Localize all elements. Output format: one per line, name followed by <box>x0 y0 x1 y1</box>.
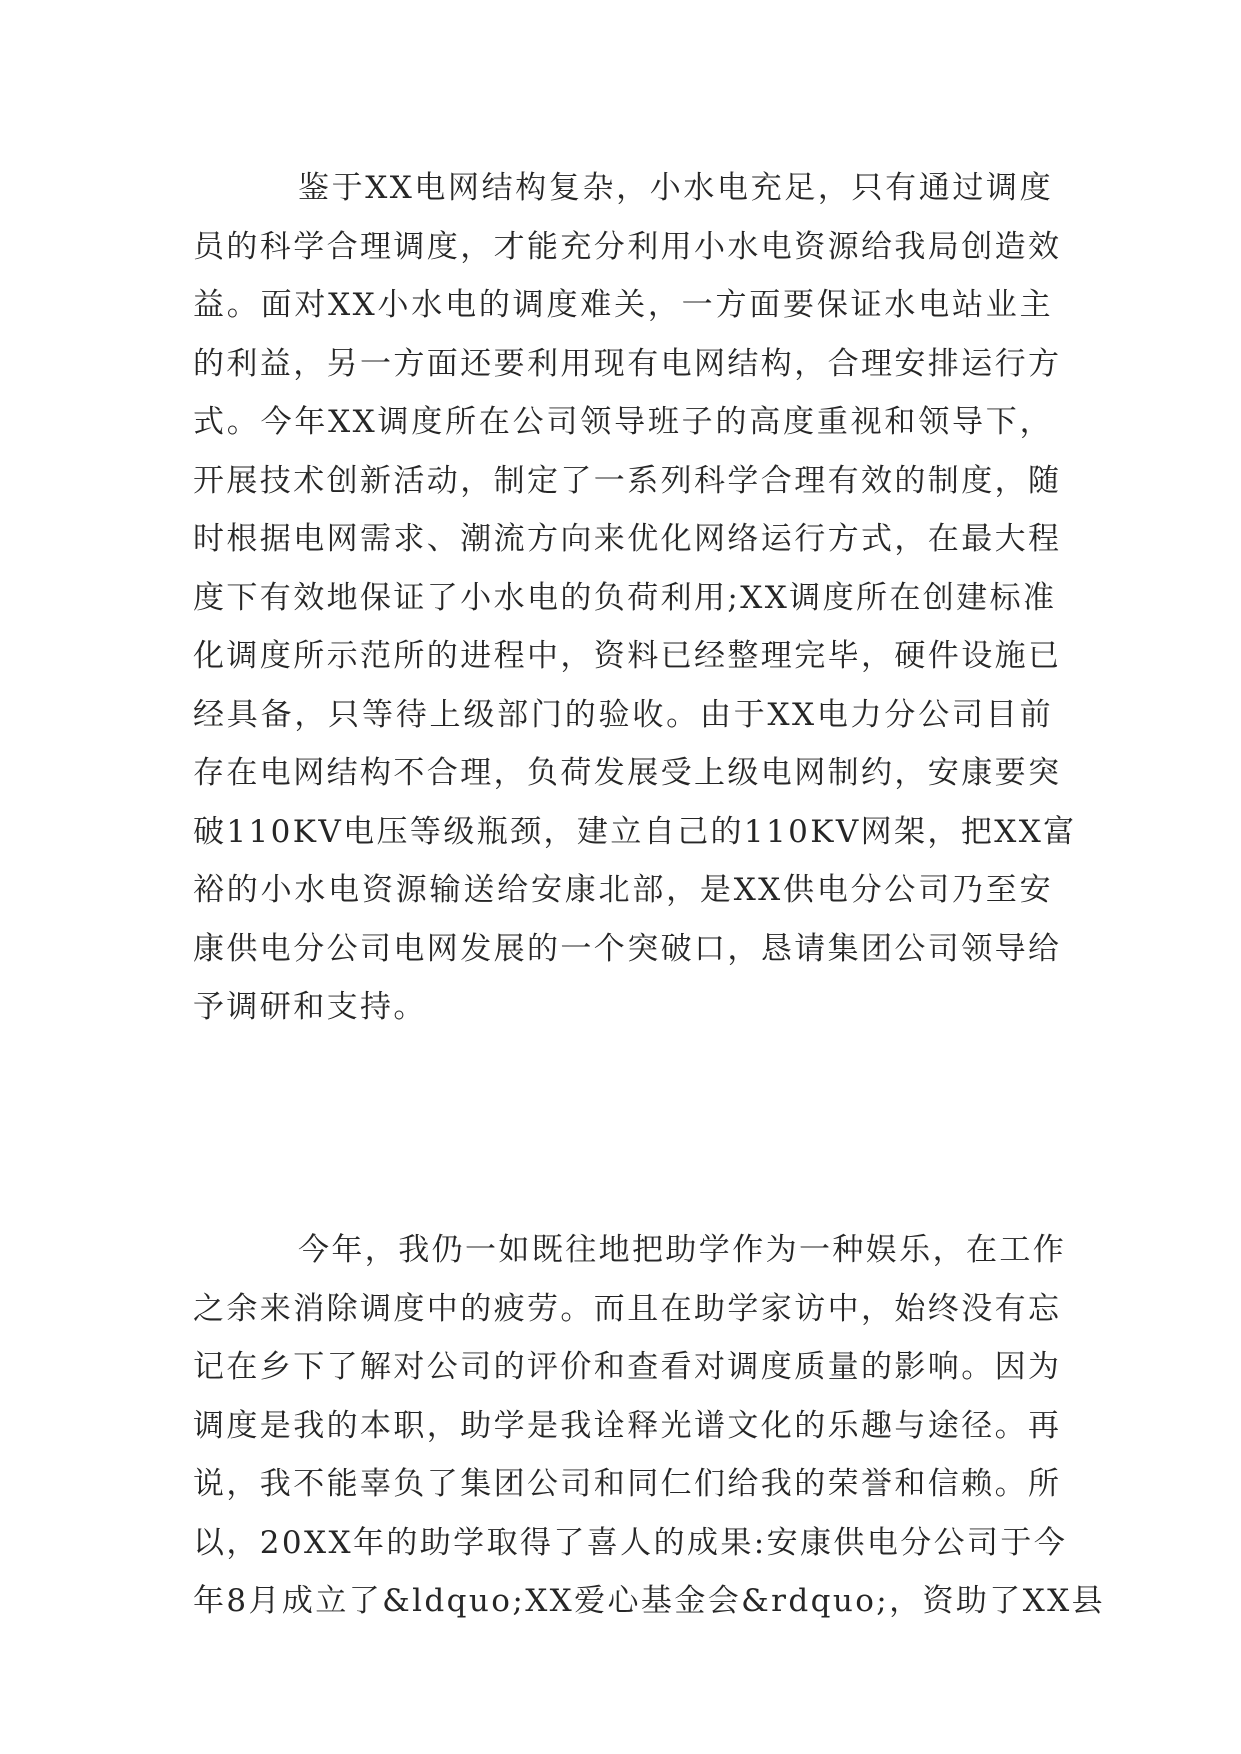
paragraph-line: 今年，我仍一如既往地把助学作为一种娱乐，在工作 <box>298 1232 1067 1268</box>
paragraph-line: 调度是我的本职，助学是我诠释光谱文化的乐趣与途径。再 <box>193 1407 1062 1444</box>
paragraph-line: 说，我不能辜负了集团公司和同仁们给我的荣誉和信赖。所 <box>193 1466 1062 1502</box>
paragraph-line: 化调度所示范所的进程中，资料已经整理完毕，硬件设施已 <box>193 638 1062 674</box>
paragraph-line: 破110KV电压等级瓶颈，建立自己的110KV网架，把XX富 <box>193 813 1077 850</box>
paragraph-line: 裕的小水电资源输送给安康北部，是XX供电分公司乃至安 <box>193 872 1053 908</box>
paragraph-1 <box>193 159 1077 1037</box>
paragraph-line: 开展技术创新活动，制定了一系列科学合理有效的制度，随 <box>193 462 1062 499</box>
paragraph-line: 员的科学合理调度，才能充分利用小水电资源给我局创造效 <box>193 228 1062 265</box>
paragraph-line: 益。面对XX小水电的调度难关，一方面要保证水电站业主 <box>193 287 1053 323</box>
paragraph-line: 年8月成立了&ldquo;XX爱心基金会&rdquo;，资助了XX县 <box>193 1583 1106 1619</box>
paragraph-line: 康供电分公司电网发展的一个突破口，恳请集团公司领导给 <box>193 930 1062 967</box>
paragraph-line: 之余来消除调度中的疲劳。而且在助学家访中，始终没有忘 <box>193 1290 1062 1327</box>
paragraph-line: 鉴于XX电网结构复杂，小水电充足，只有通过调度 <box>298 170 1053 206</box>
paragraph-line: 记在乡下了解对公司的评价和查看对调度质量的影响。因为 <box>193 1349 1062 1385</box>
paragraph-line: 予调研和支持。 <box>193 989 427 1025</box>
paragraph-line: 式。今年XX调度所在公司领导班子的高度重视和领导下， <box>193 404 1053 440</box>
paragraph-line: 存在电网结构不合理，负荷发展受上级电网制约，安康要突 <box>193 755 1062 791</box>
paragraph-line: 度下有效地保证了小水电的负荷利用;XX调度所在创建标准 <box>193 579 1057 616</box>
paragraph-line: 时根据电网需求、潮流方向来优化网络运行方式，在最大程 <box>193 521 1062 557</box>
paragraph-line: 经具备，只等待上级部门的验收。由于XX电力分公司目前 <box>193 696 1053 733</box>
paragraph-line: 的利益，另一方面还要利用现有电网结构，合理安排运行方 <box>193 345 1062 382</box>
paragraph-line: 以，20XX年的助学取得了喜人的成果:安康供电分公司于今 <box>193 1524 1068 1561</box>
paragraph-2 <box>193 1221 1106 1631</box>
